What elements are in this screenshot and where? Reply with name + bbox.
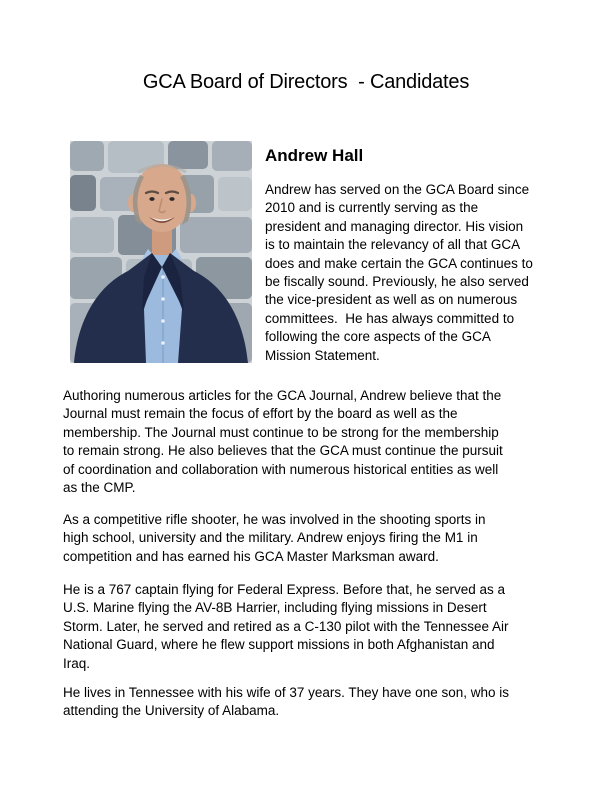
- candidate-photo: [70, 141, 252, 363]
- bio-paragraph-journal: [63, 387, 573, 497]
- text-line: of coordination and collaboration with numerous historical entities as well: [63, 461, 499, 477]
- candidate-intro-paragraph: [265, 181, 565, 365]
- bio-paragraph-career: [63, 581, 573, 673]
- text-line: U.S. Marine flying the AV-8B Harrier, including flying missions in Desert: [63, 600, 487, 616]
- text-line: following the core aspects of the GCA: [265, 329, 491, 345]
- text-line: attending the University of Alabama.: [63, 703, 280, 719]
- text-line: membership. The Journal must continue to be strong for the membership: [63, 424, 499, 440]
- text-line: competition and has earned his GCA Master Marksman award.: [63, 548, 439, 564]
- portrait-illustration: [70, 141, 252, 363]
- text-line: does and make certain the GCA continues to: [265, 255, 533, 271]
- text-line: He is a 767 captain flying for Federal Express. Before that, he served as a: [63, 582, 505, 597]
- text-line: Iraq.: [63, 655, 91, 671]
- text-line: As a competitive rifle shooter, he was involved in the shooting sports in: [63, 512, 486, 527]
- text-line: He lives in Tennessee with his wife of 37 years. They have one son, who is: [63, 685, 509, 700]
- text-line: committees. He has always committed to: [265, 310, 515, 326]
- text-line: 2010 and is currently serving as the: [265, 200, 479, 216]
- page-title: GCA Board of Directors - Candidates: [142, 71, 470, 93]
- text-line: Authoring numerous articles for the GCA Journal, Andrew believe that the: [63, 388, 502, 403]
- text-line: Storm. Later, he served and retired as a C-130 pilot with the Tennessee Air: [63, 618, 509, 634]
- text-line: is to maintain the relevancy of all that GCA: [265, 237, 521, 253]
- text-line: as the CMP.: [63, 480, 136, 496]
- text-line: high school, university and the military. Andrew enjoys firing the M1 in: [63, 530, 478, 546]
- text-line: be fiscally sound. Previously, he also served: [265, 274, 529, 290]
- bio-paragraph-shooting: [63, 511, 573, 566]
- text-line: to remain strong. He also believes that the GCA must continue the pursuit: [63, 443, 503, 459]
- text-line: Journal must remain the focus of effort by the board as well as the: [63, 406, 458, 422]
- bio-paragraph-family: [63, 684, 573, 721]
- text-line: the vice-president as well as on numerous: [265, 292, 518, 308]
- text-line: president and managing director. His vision: [265, 218, 524, 234]
- text-line: Andrew has served on the GCA Board since: [265, 182, 530, 197]
- text-line: National Guard, where he flew support missions in both Afghanistan and: [63, 637, 495, 653]
- text-line: Mission Statement.: [265, 347, 380, 363]
- candidate-name: Andrew Hall: [265, 146, 364, 165]
